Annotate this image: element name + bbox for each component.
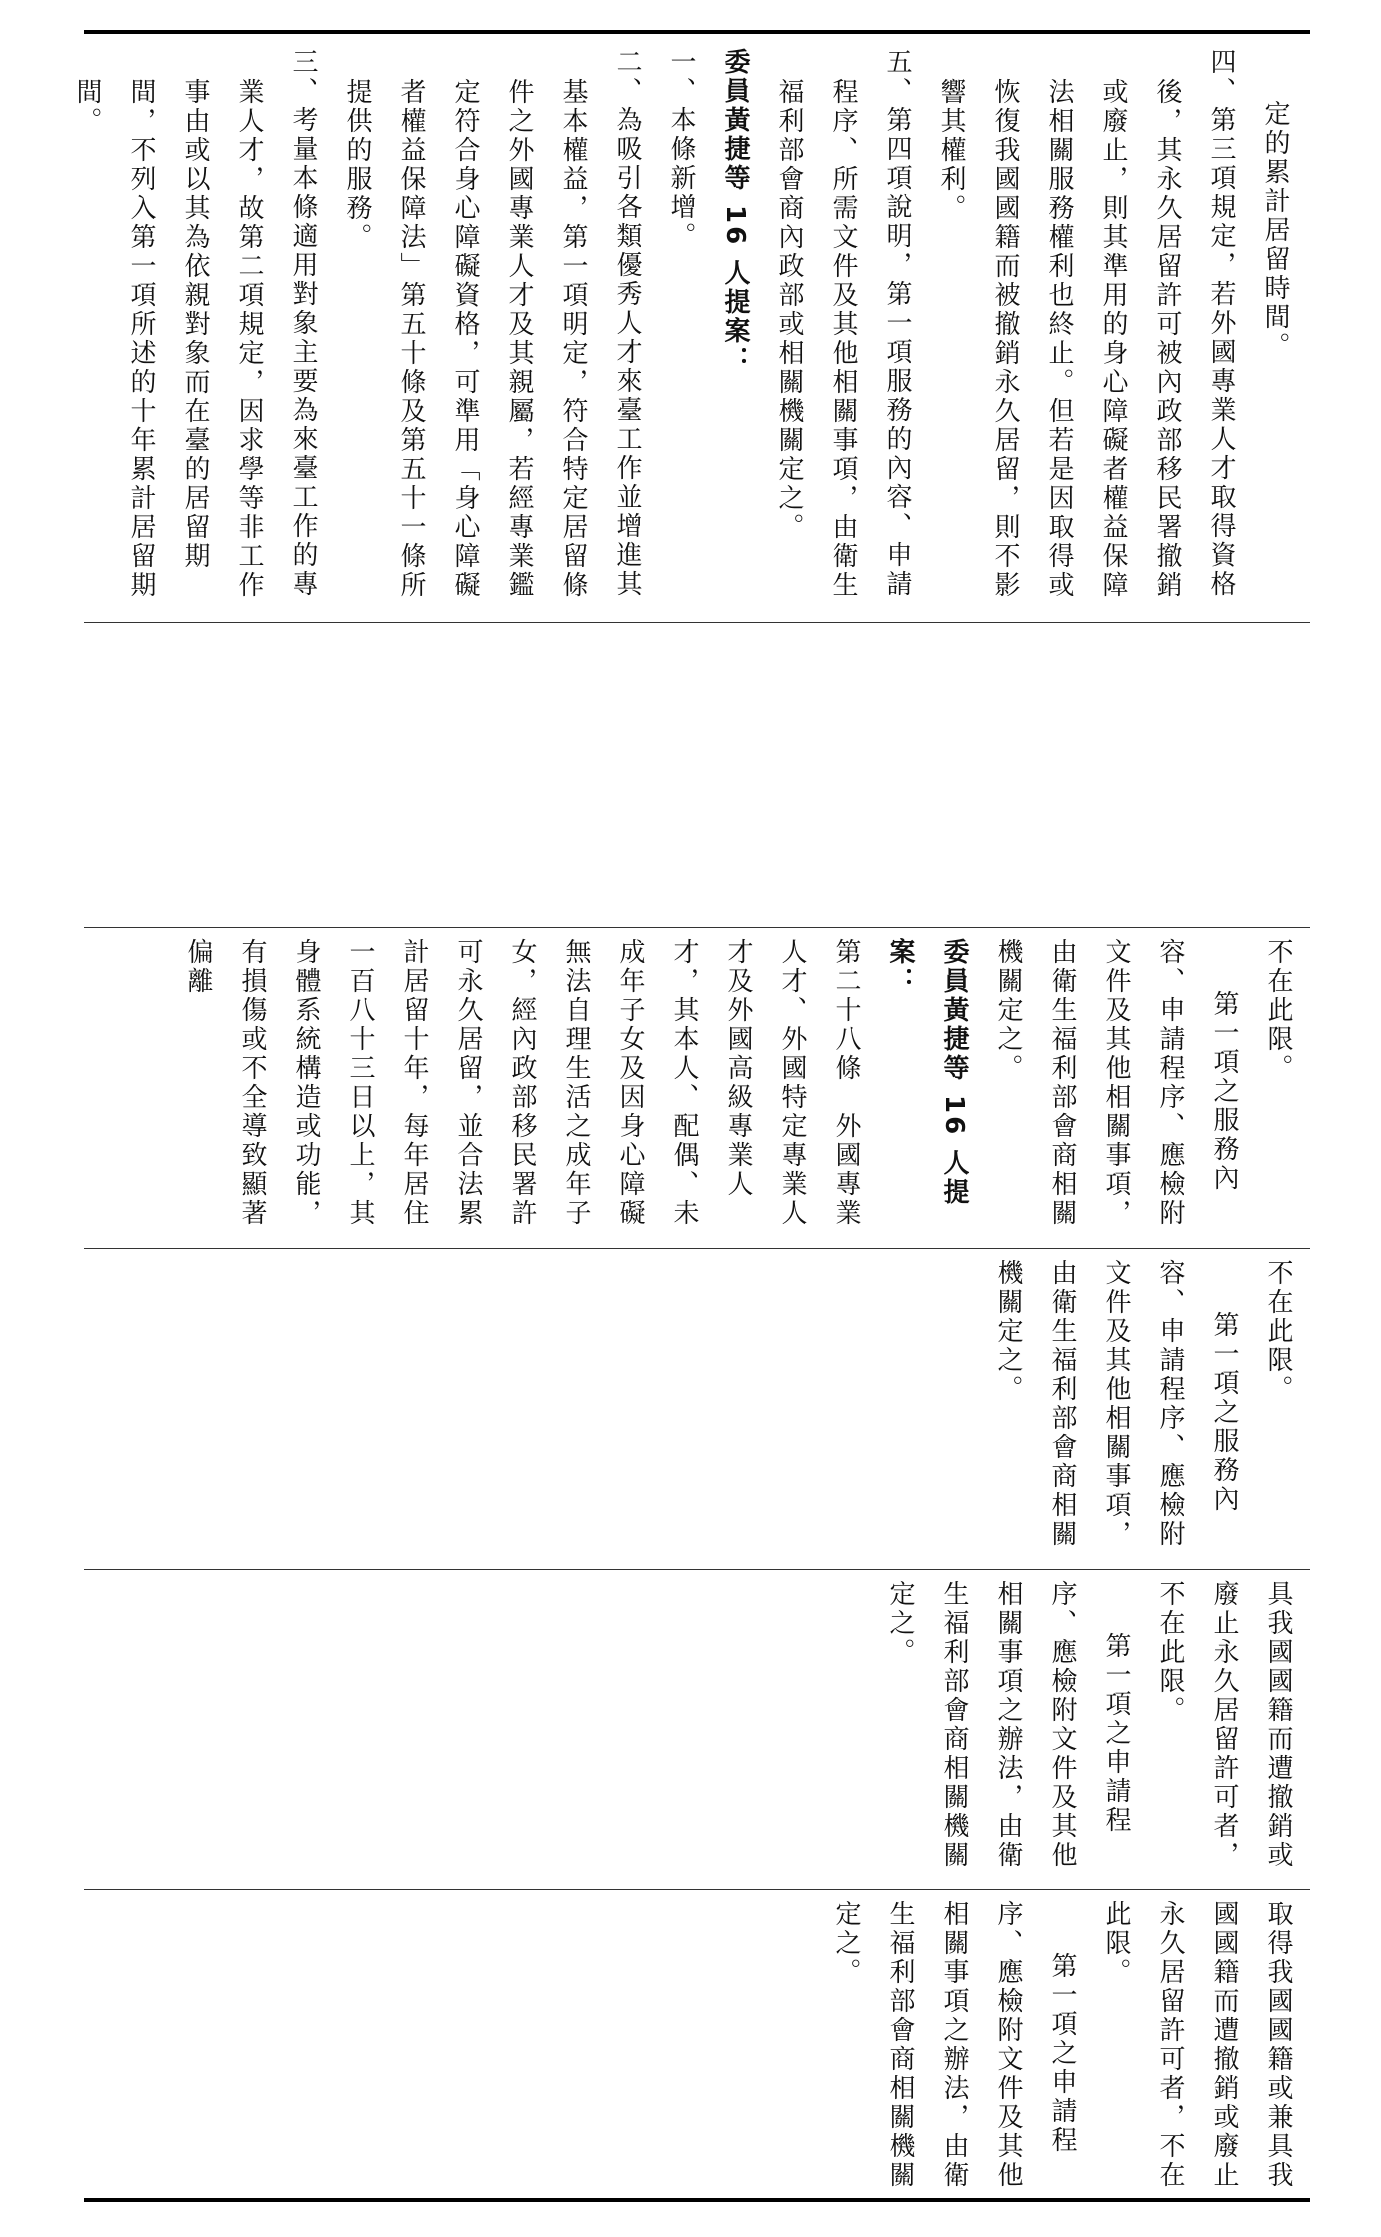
section-divider xyxy=(84,1248,1310,1249)
section-divider xyxy=(84,1569,1310,1570)
proposal-item-1: 一、本條新增。 xyxy=(666,48,696,251)
text-paragraph: 第一項之申請程序、應檢附文件及其他相關事項之辦法，由衛生福利部會商相關機關定之。 xyxy=(831,1900,1077,2190)
proposal-text-column xyxy=(183,938,1305,1238)
section-divider xyxy=(84,927,1310,928)
text-paragraph: 第一項之申請程序、應檢附文件及其他相關事項之辦法，由衛生福利部會商相關機關定之。 xyxy=(885,1580,1131,1870)
text-line: 取得我國國籍或兼具我國國籍而遭撤銷或廢止永久居留許可者，不在此限。 xyxy=(1101,1900,1293,2190)
current-text-column xyxy=(993,1259,1305,1559)
proposal-article: 第二十八條 外國專業人才、外國特定專業人才及外國高級專業人才，其本人、配偶、未成年子女及因身心障礙無法自理生活之成年子女，經內政部移民署許可永久居留，並合法累計居留十年，每年居住一百八十三日以上，其身體系統構造或功能，有損傷或不全導致顯著偏離 xyxy=(183,938,861,1228)
text-line: 具我國國籍而遭撤銷或廢止永久居留許可者，不在此限。 xyxy=(1155,1580,1293,1870)
section-divider xyxy=(84,622,1310,623)
explanation-item-5: 五、第四項說明，第一項服務的內容、申請程序、所需文件及其他相關事項，由衛生福利部會商內政部或相關機關定之。 xyxy=(774,48,912,600)
proposal-item-2: 二、為吸引各類優秀人才來臺工作並增進其基本權益，第一項明定，符合特定居留條件之外國專業人才及其親屬，若經專業鑑定符合身心障礙資格，可準用「身心障礙者權益保障法」第五十條及第五十一條所提供的服務。 xyxy=(342,48,642,600)
explanation-line: 定的累計居留時間。 xyxy=(1260,100,1290,361)
proposal-item-3: 三、考量本條適用對象主要為來臺工作的專業人才，故第二項規定，因求學等非工作事由或以其為依親對象而在臺的居留期間，不列入第一項所述的十年累計居留期間。 xyxy=(72,48,318,600)
bottom-rule xyxy=(84,2198,1310,2202)
explanation-section xyxy=(72,48,1302,614)
text-paragraph: 第一項之服務內容、申請程序、應檢附文件及其他相關事項，由衛生福利部會商相關機關定之。 xyxy=(993,1259,1239,1549)
section-divider xyxy=(84,1889,1310,1890)
explanation-item-4: 四、第三項規定，若外國專業人才取得資格後，其永久居留許可被內政部移民署撤銷或廢止，則其準用的身心障礙者權益保障法相關服務權利也終止。但若是因取得或恢復我國國籍而被撤銷永久居留，則不影響其權利。 xyxy=(936,48,1236,600)
text-line: 不在此限。 xyxy=(1263,938,1293,1083)
proposal-heading: 委員黃捷等 16 人提案： xyxy=(885,938,969,1208)
top-rule xyxy=(84,30,1310,34)
text-paragraph: 第一項之服務內容、申請程序、應檢附文件及其他相關事項，由衛生福利部會商相關機關定之。 xyxy=(993,938,1239,1228)
law-text-column-b xyxy=(800,1900,1305,2190)
text-line: 不在此限。 xyxy=(1263,1259,1293,1404)
proposal-heading: 委員黃捷等 16 人提案： xyxy=(720,48,750,376)
law-text-column-a xyxy=(850,1580,1305,1880)
